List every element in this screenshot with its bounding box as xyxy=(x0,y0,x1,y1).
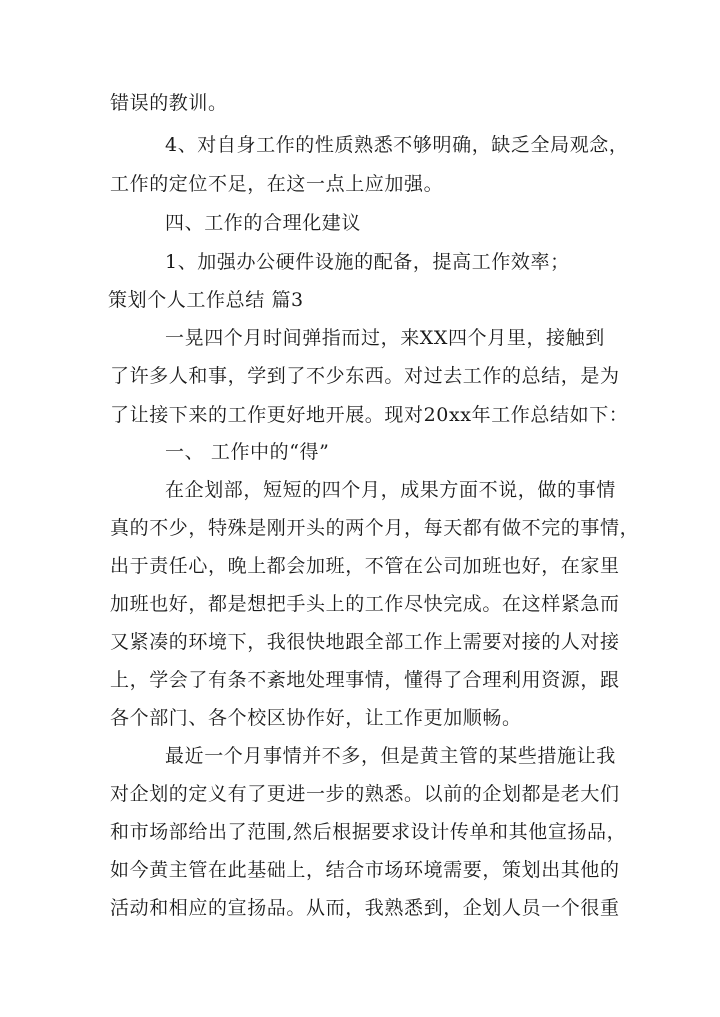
text-line: 一晃四个月时间弹指而过，来XX四个月里，接触到 xyxy=(165,327,605,349)
section-heading: 四、工作的合理化建议 xyxy=(165,212,362,234)
article-title: 策划个人工作总结 篇3 xyxy=(108,289,304,311)
text-line: 加班也好，都是想把手头上的工作尽快完成。在这样紧急而 xyxy=(110,593,620,615)
text-line: 又紧凑的环境下，我很快地跟全部工作上需要对接的人对接 xyxy=(110,631,620,653)
text-line: 对企划的定义有了更进一步的熟悉。以前的企划都是老大们 xyxy=(110,783,620,805)
text-line: 和市场部给出了范围,然后根据要求设计传单和其他宣扬品， xyxy=(110,821,627,843)
text-line: 工作的定位不足，在这一点上应加强。 xyxy=(110,173,444,195)
text-line: 如今黄主管在此基础上，结合市场环境需要，策划出其他的 xyxy=(110,859,620,881)
text-line: 了许多人和事，学到了不少东西。对过去工作的总结，是为 xyxy=(110,365,620,387)
text-line: 上，学会了有条不紊地处理事情，懂得了合理利用资源，跟 xyxy=(110,669,620,691)
text-line: 在企划部，短短的四个月，成果方面不说，做的事情 xyxy=(165,479,616,501)
text-line: 错误的教训。 xyxy=(110,92,228,114)
text-line: 活动和相应的宣扬品。从而，我熟悉到，企划人员一个很重 xyxy=(110,897,620,919)
text-line: 1、加强办公硬件设施的配备，提高工作效率； xyxy=(165,251,570,273)
text-line: 真的不少，特殊是刚开头的两个月，每天都有做不完的事情， xyxy=(110,517,640,539)
section-heading: 一、 工作中的“得” xyxy=(165,441,330,463)
text-line: 4、对自身工作的性质熟悉不够明确，缺乏全局观念， xyxy=(165,134,629,156)
text-line: 各个部门、各个校区协作好，让工作更加顺畅。 xyxy=(110,707,522,729)
text-line: 出于责任心，晚上都会加班，不管在公司加班也好，在家里 xyxy=(110,555,620,577)
text-line: 了让接下来的工作更好地开展。现对20xx年工作总结如下： xyxy=(110,404,629,426)
text-line: 最近一个月事情并不多，但是黄主管的某些措施让我 xyxy=(165,745,616,767)
